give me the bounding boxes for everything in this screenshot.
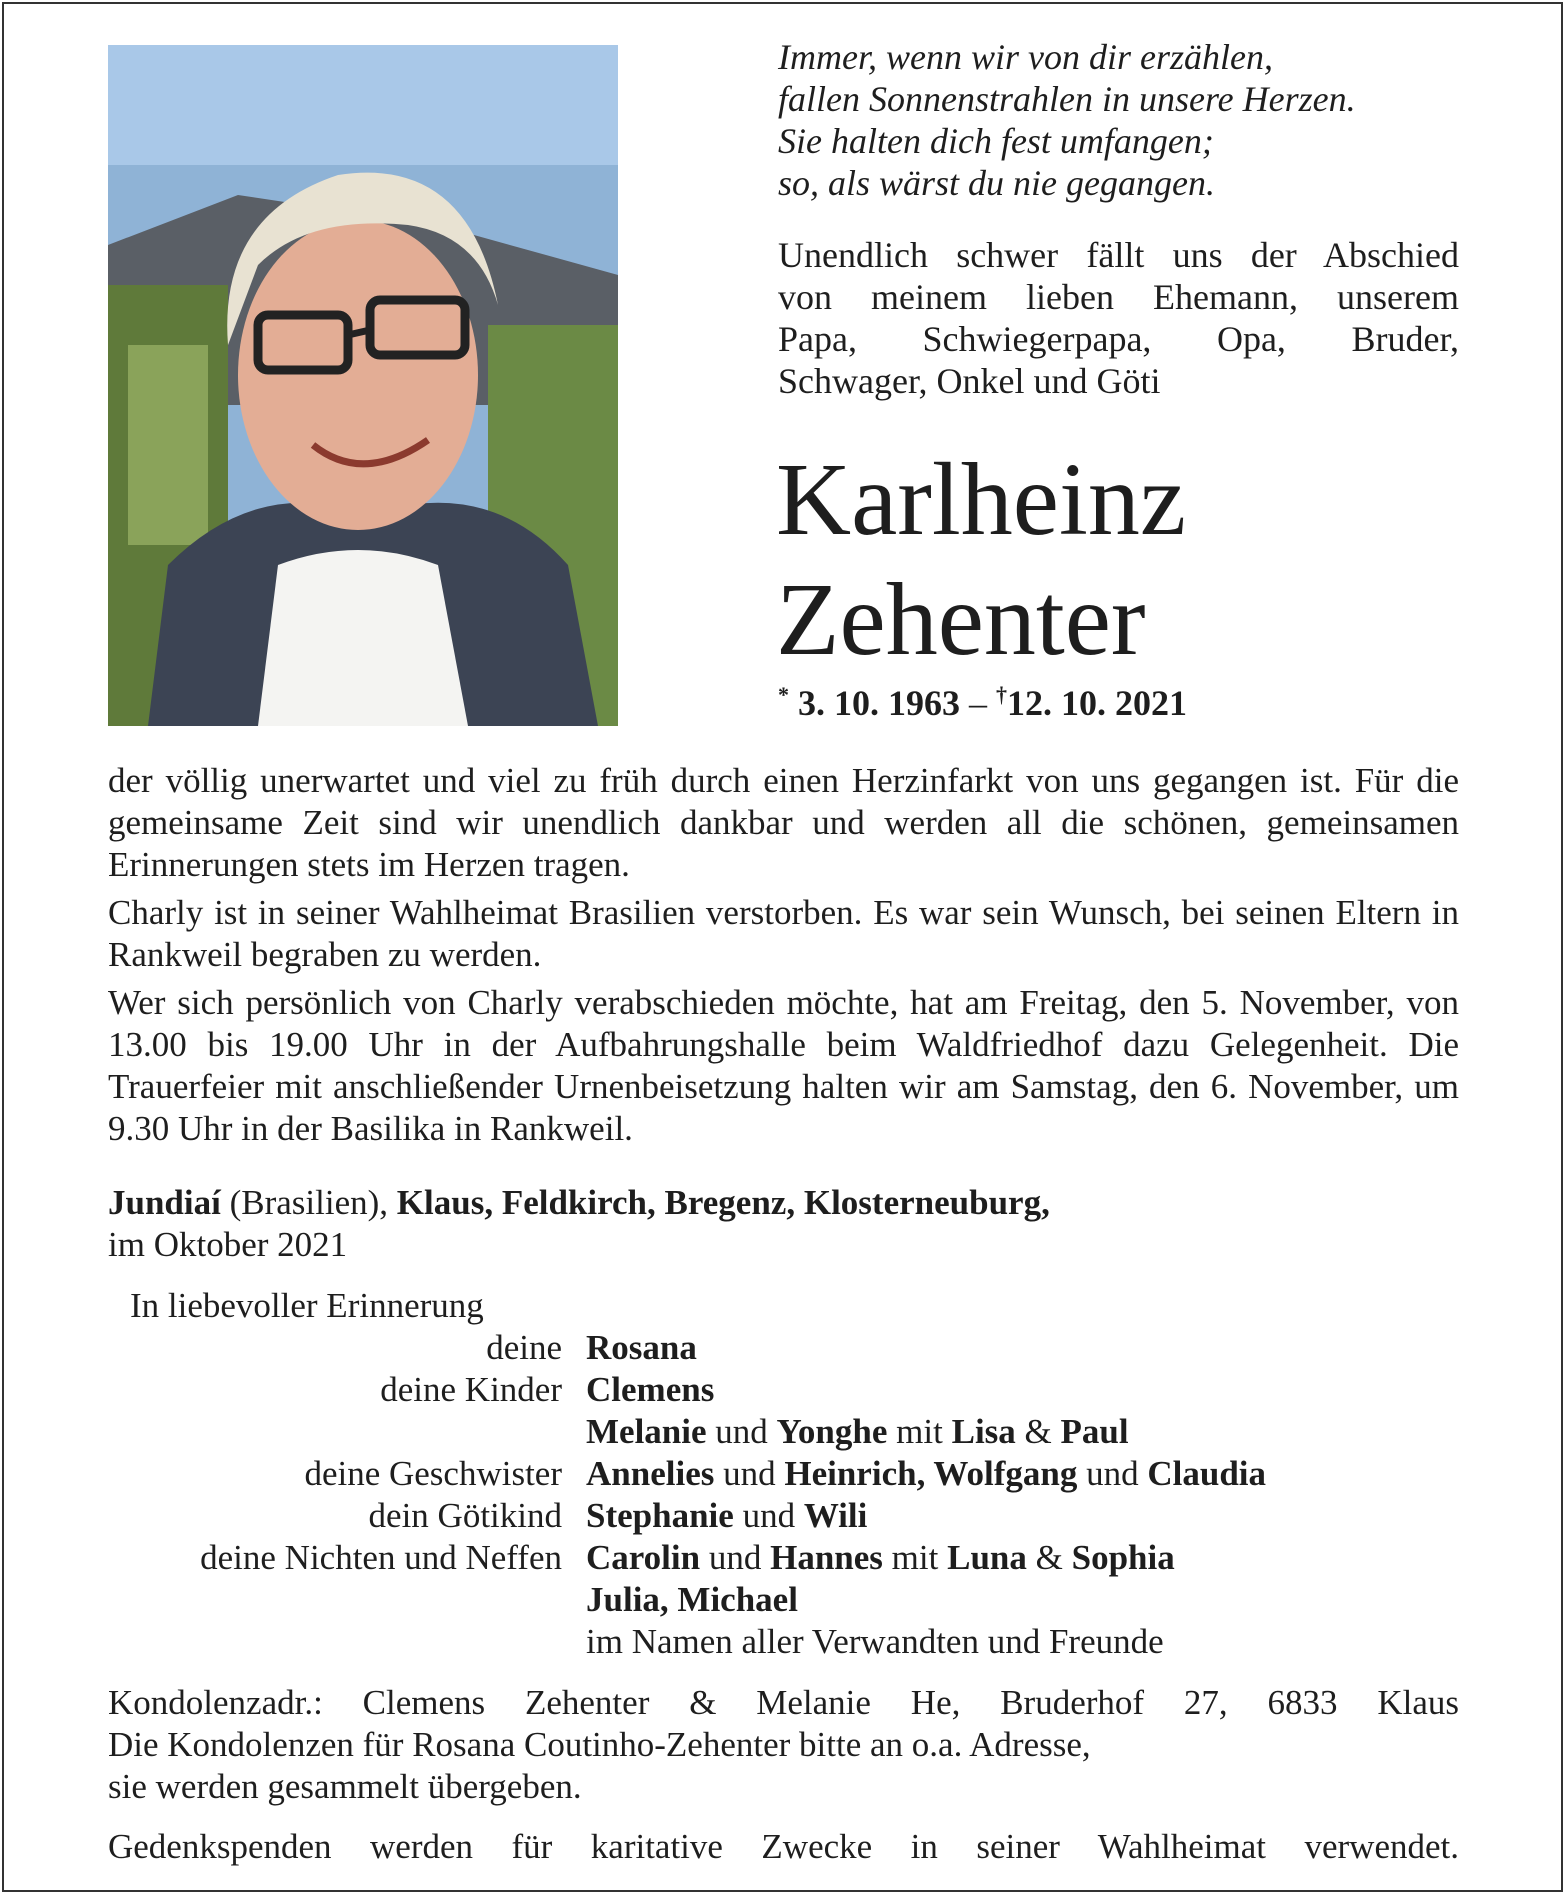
family-row (100, 1621, 1266, 1663)
last-name: Zehenter (776, 562, 1146, 677)
relative-names (586, 1579, 798, 1621)
place-and-date (108, 1182, 1050, 1266)
donation-note: Gedenkspenden werden für karitative Zwecke in seiner Wahlheimat verwendet. (108, 1827, 1459, 1866)
condolence-address (108, 1682, 1459, 1808)
relative-name: Annelies (586, 1454, 715, 1493)
relative-name: Sophia (1071, 1538, 1175, 1577)
relative-name: Rosana (586, 1328, 697, 1367)
family-row (100, 1495, 1266, 1537)
family-row (100, 1453, 1266, 1495)
place-others: Klaus, Feldkirch, Bregenz, Klosterneuburg, (396, 1183, 1050, 1222)
intro-line: Schwager, Onkel und Göti (778, 361, 1161, 401)
deceased-name (776, 440, 1186, 680)
relative-names (586, 1621, 1164, 1663)
connector: mit (882, 1538, 948, 1577)
relative-names (586, 1495, 867, 1537)
place-country: (Brasilien), (220, 1183, 397, 1222)
relative-name: Carolin (586, 1538, 701, 1577)
condolence-line: Die Kondolenzen für Rosana Coutinho-Zehenter bitte an o.a. Adresse, (108, 1725, 1091, 1764)
poem-line: so, als wärst du nie gegangen. (778, 163, 1215, 203)
relation-label (100, 1621, 586, 1663)
relative-name: Hannes (770, 1538, 883, 1577)
poem (778, 36, 1478, 204)
intro-line: von meinem lieben Ehemann, unserem (778, 277, 1459, 317)
relative-name: Stephanie (586, 1496, 734, 1535)
relative-name: Clemens (586, 1370, 715, 1409)
intro-line: Papa, Schwiegerpapa, Opa, Bruder, (778, 319, 1459, 359)
connector: und (733, 1496, 804, 1535)
death-symbol: † (996, 682, 1007, 707)
paragraph: Charly ist in seiner Wahlheimat Brasilien verstorben. Es war sein Wunsch, bei seinen Eltern in Rankweil begraben zu werden. (108, 893, 1459, 974)
connector: mit (887, 1412, 952, 1451)
relation-label: dein Götikind (368, 1496, 562, 1535)
family-row (100, 1537, 1266, 1579)
relative-name: Lisa (951, 1412, 1016, 1451)
relative-name: Melanie (586, 1412, 707, 1451)
poem-line: Immer, wenn wir von dir erzählen, (778, 37, 1273, 77)
signature-date: im Oktober 2021 (108, 1225, 348, 1264)
portrait-photo (108, 45, 618, 726)
relation-label (100, 1579, 586, 1621)
poem-line: Sie halten dich fest umfangen; (778, 121, 1214, 161)
relative-name: Heinrich, Wolfgang (784, 1454, 1078, 1493)
relative-name: Julia, Michael (586, 1580, 798, 1619)
dates-dash: – (969, 683, 987, 723)
connector: & (1015, 1412, 1061, 1451)
place-city: Jundiaí (108, 1183, 221, 1222)
family-heading: In liebevoller Erinnerung (130, 1286, 484, 1325)
relation-label: deine Kinder (380, 1370, 562, 1409)
body-text (108, 760, 1459, 1156)
condolence-line: sie werden gesammelt übergeben. (108, 1767, 582, 1806)
relative-names (586, 1369, 714, 1411)
relative-names (586, 1327, 697, 1369)
intro-text (778, 234, 1459, 402)
connector: und (1077, 1454, 1148, 1493)
intro-line: Unendlich schwer fällt uns der Abschied (778, 235, 1459, 275)
family-list (100, 1285, 1266, 1663)
poem-line: fallen Sonnenstrahlen in unsere Herzen. (778, 79, 1356, 119)
connector: und (714, 1454, 785, 1493)
paragraph: der völlig unerwartet und viel zu früh durch einen Herzinfarkt von uns gegangen ist. Für die gemeinsame Zeit sind wir unendlich dankbar und werden all die schönen, gemeinsamen Erinnerungen stets im Herzen tragen. (108, 761, 1459, 884)
family-row (100, 1369, 1266, 1411)
family-row (100, 1579, 1266, 1621)
connector: und (700, 1538, 771, 1577)
relative-names (586, 1453, 1266, 1495)
relative-name: Claudia (1147, 1454, 1267, 1493)
life-dates (778, 682, 1187, 724)
relation-label: deine (486, 1328, 562, 1367)
paragraph: Wer sich persönlich von Charly verabschieden möchte, hat am Freitag, den 5. November, von 13.00 bis 19.00 Uhr in der Aufbahrungshalle beim Waldfriedhof dazu Gelegenheit. Die Trauerfeier mit anschließender Urnenbeisetzung halten wir am Samstag, den 6. November, um 9.30 Uhr in der Basilika in Rankweil. (108, 983, 1459, 1148)
relation-label: deine Geschwister (304, 1454, 562, 1493)
connector: im Namen aller Verwandten und Freunde (586, 1622, 1164, 1661)
birth-symbol: * (778, 682, 789, 707)
death-date: 12. 10. 2021 (1007, 683, 1187, 723)
relative-names (586, 1537, 1175, 1579)
relative-name: Luna (947, 1538, 1027, 1577)
relative-names (586, 1411, 1129, 1453)
family-row (100, 1411, 1266, 1453)
condolence-line: Kondolenzadr.: Clemens Zehenter & Melanie He, Bruderhof 27, 6833 Klaus (108, 1683, 1459, 1722)
birth-date: 3. 10. 1963 (798, 683, 960, 723)
relative-name: Yonghe (776, 1412, 888, 1451)
family-row (100, 1327, 1266, 1369)
relative-name: Wili (803, 1496, 868, 1535)
connector: und (706, 1412, 777, 1451)
relative-name: Paul (1060, 1412, 1129, 1451)
relation-label: deine Nichten und Neffen (200, 1538, 562, 1577)
first-name: Karlheinz (776, 442, 1187, 557)
connector: & (1026, 1538, 1072, 1577)
relation-label (100, 1411, 586, 1453)
